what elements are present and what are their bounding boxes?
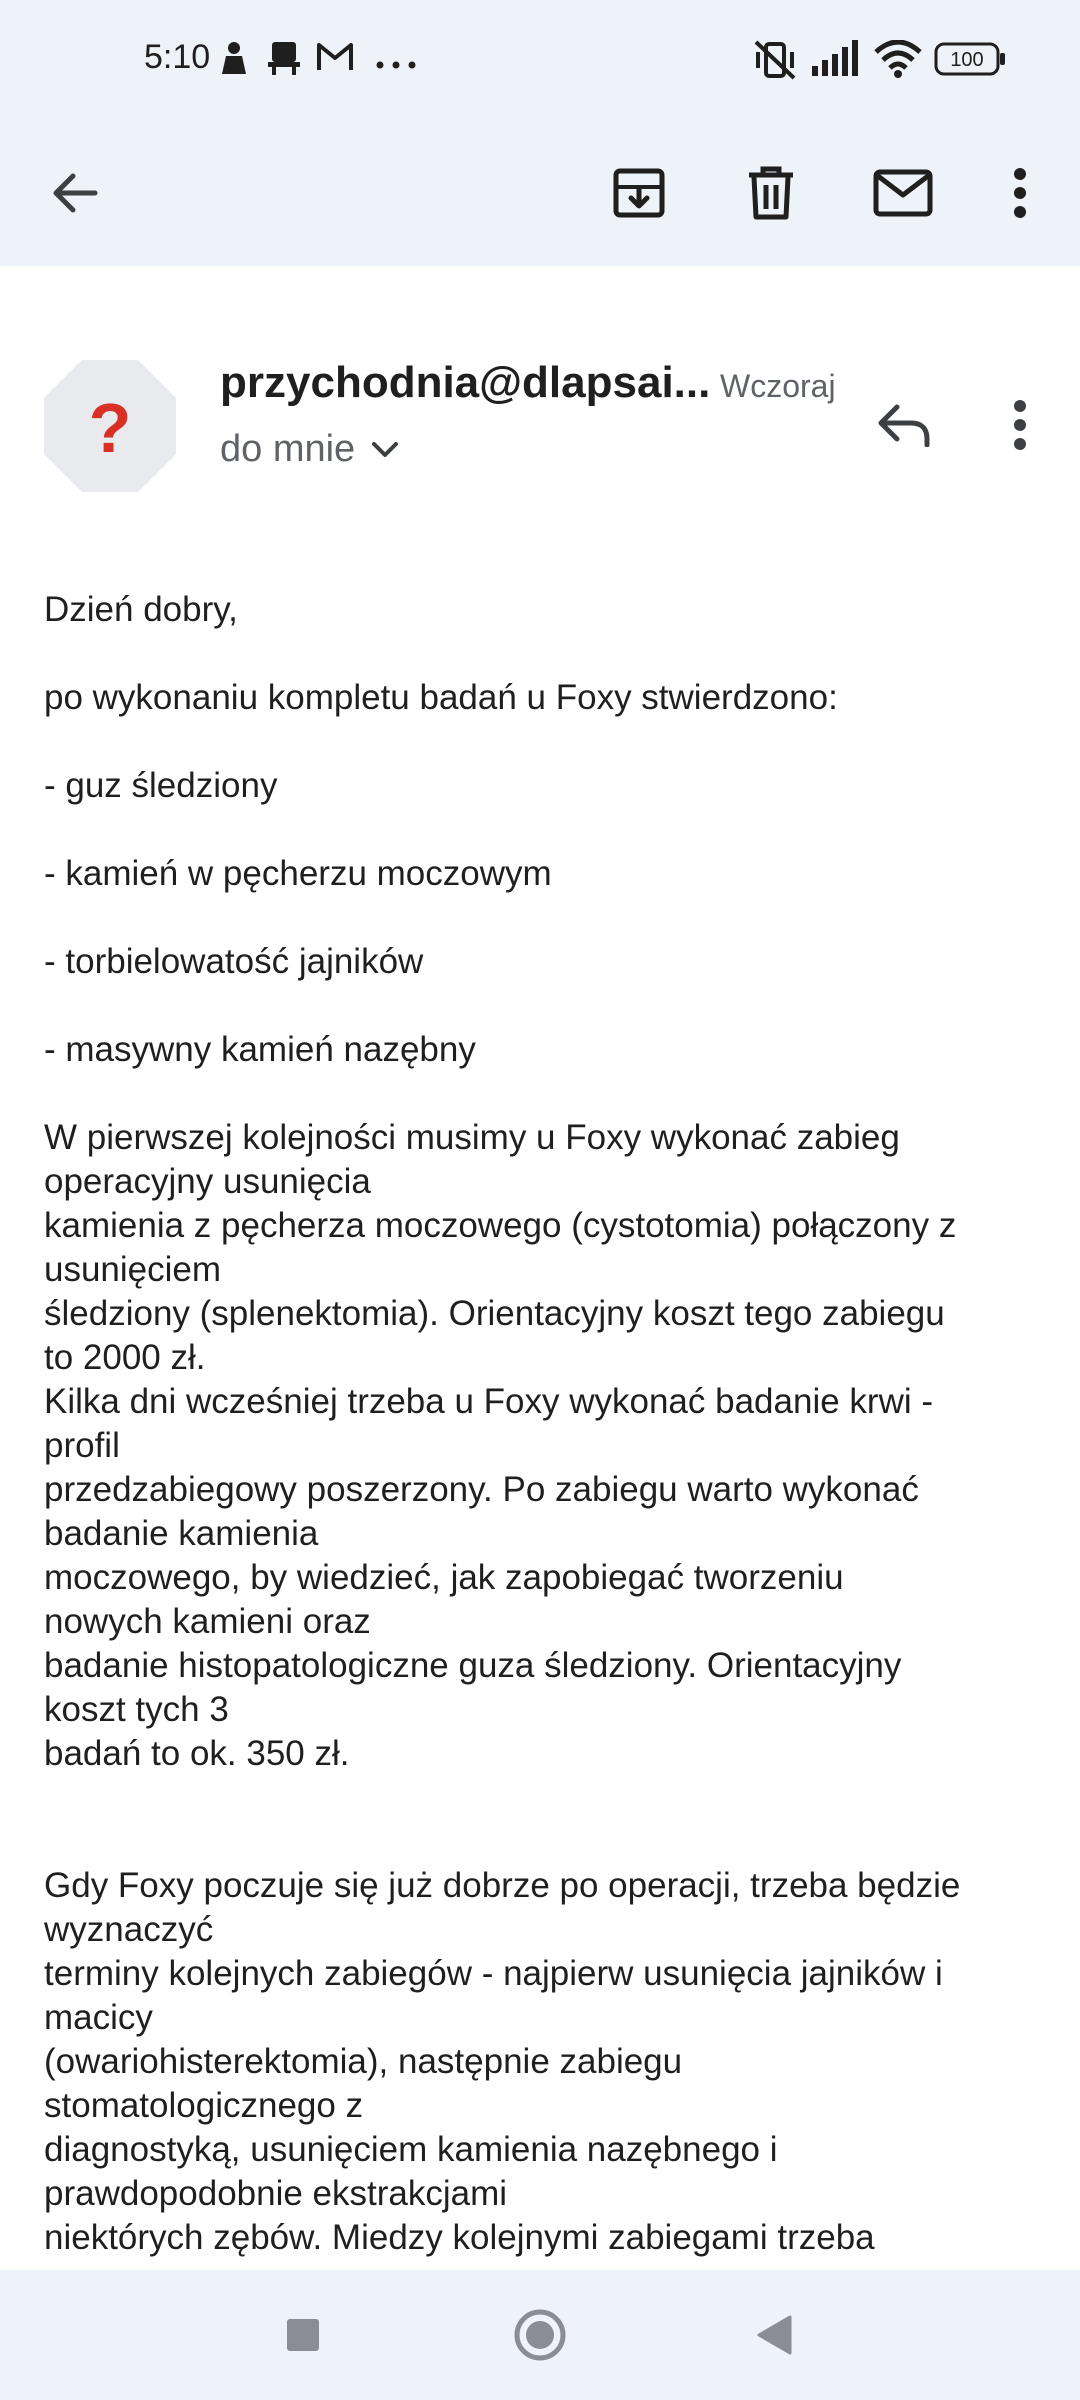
mute-vibrate-icon — [752, 40, 798, 85]
more-dots-icon — [376, 56, 416, 74]
archive-icon — [611, 165, 667, 221]
greeting: Dzień dobry, — [44, 590, 238, 629]
intro-text: po wykonaniu kompletu badań u Foxy stwierdzono: — [44, 678, 838, 717]
message-more-button[interactable] — [975, 380, 1065, 470]
reply-icon — [877, 403, 933, 447]
mark-unread-button[interactable] — [858, 148, 948, 238]
paragraph-surgery: W pierwszej kolejności musimy u Foxy wykonać zabieg operacyjny usunięcia kamienia z pęcherza moczowego (cystotomia) połączony z usunięciem śledziony (splenektomia). Orientacyjny koszt tego zabiegu to 2000 zł. Kilka dni wcześniej trzeba u Foxy wykonać badanie krwi - profil przedzabiegowy poszerzony. Po zabiegu warto wykonać badanie kamienia moczowego, by wiedzieć, jak zapobiegać tworzeniu nowych kamieni oraz badanie histopatologiczne guza śledziony. Orientacyjny koszt tych 3 badań to ok. 350 zł. — [44, 1118, 957, 1773]
home-circle-icon — [513, 2308, 567, 2362]
home-button[interactable] — [503, 2298, 577, 2372]
person-notification-icon — [218, 40, 250, 81]
paragraph-followup: Gdy Foxy poczuje się już dobrze po operacji, trzeba będzie wyznaczyć terminy kolejnych zabiegów - najpierw usunięcia jajników i macicy (owariohisterektomia), następnie zabiegu stomatologicznego z diagnostyką, usunięciem kamienia nazębnego i prawdopodobnie ekstrakcjami niektórych zębów. Miedzy kolejnymi zabiegami trzeba — [44, 1866, 961, 2257]
finding-item: - kamień w pęcherzu moczowym — [44, 854, 552, 893]
recipient-details-toggle[interactable] — [220, 428, 399, 471]
wifi-icon — [874, 40, 922, 83]
recipient-label: do mnie — [220, 428, 356, 470]
email-body — [44, 588, 1044, 2260]
recents-square-icon — [285, 2317, 321, 2353]
desk-icon — [266, 40, 302, 81]
system-nav-bar — [0, 2270, 1080, 2400]
delete-button[interactable] — [726, 148, 816, 238]
avatar-unknown-symbol: ? — [88, 389, 132, 467]
delete-icon — [745, 165, 797, 221]
finding-item: - masywny kamień nazębny — [44, 1030, 476, 1069]
battery-icon — [934, 42, 1006, 81]
chevron-down-icon — [371, 441, 399, 459]
archive-button[interactable] — [594, 148, 684, 238]
finding-item: - torbielowatość jajników — [44, 942, 424, 981]
signal-icon — [812, 40, 860, 81]
more-vert-icon — [1013, 399, 1027, 451]
sender-avatar[interactable] — [44, 360, 176, 492]
gmail-icon — [316, 40, 354, 77]
battery-level: 100 — [950, 49, 984, 71]
message-date: Wczoraj — [720, 368, 836, 404]
back-button[interactable] — [30, 148, 120, 238]
nav-back-button[interactable] — [737, 2298, 811, 2372]
more-options-button[interactable] — [975, 148, 1065, 238]
more-vert-icon — [1013, 167, 1027, 219]
reply-button[interactable] — [860, 380, 950, 470]
status-time: 5:10 — [144, 38, 211, 76]
recents-button[interactable] — [266, 2298, 340, 2372]
mail-icon — [873, 169, 933, 217]
sender-name: przychodnia@dlapsai... — [220, 358, 711, 407]
message-toolbar — [0, 120, 1080, 266]
finding-item: - guz śledziony — [44, 766, 278, 805]
back-arrow-icon — [49, 167, 101, 219]
status-bar — [0, 0, 1080, 120]
back-triangle-icon — [756, 2315, 792, 2355]
